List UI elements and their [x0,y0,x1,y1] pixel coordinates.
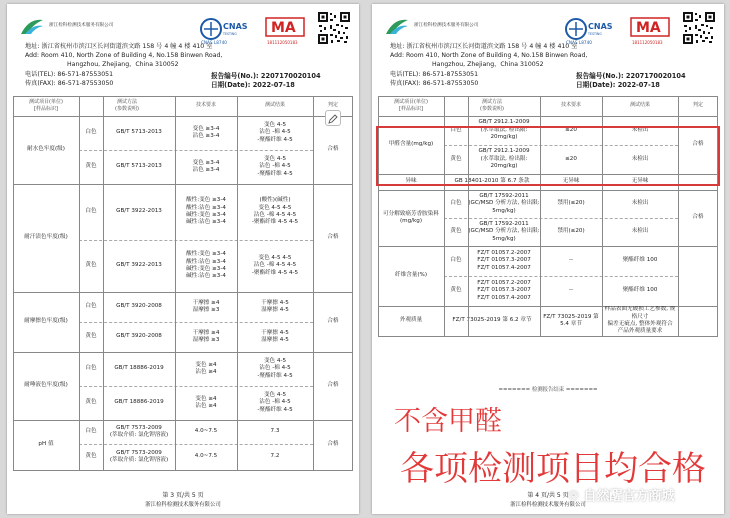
cma-code: 181112050183 [632,40,663,45]
requirement: 无异味 [562,178,580,185]
fax: 传真(FAX): 86-571-87553050 [390,80,479,87]
test-result: 变色 4-5 沾色 -棉 4-5 -聚酯纤维 4-5 [257,357,293,379]
col-header-item: 测试项目(单位) [样品标识] [29,98,63,112]
sample-color: 黄色 [85,163,97,170]
sample-color: 白色 [450,126,462,133]
sample-color: 黄色 [450,155,462,162]
test-method: GB/T 3920-2008 [116,333,162,340]
org-name: 浙江检科检测技术服务有限公司 [49,23,114,28]
qr-code-icon [682,11,716,45]
address-line-cn: 地址: 浙江省杭州市滨江区长河街道滨文路 158 号 4 幢 4 楼 410 室 [25,43,213,50]
test-method: FZ/T 01057.2-2007 FZ/T 01057.3-2007 FZ/T 01057.4-2007 [477,279,531,301]
test-method: FZ/T 01057.2-2007 FZ/T 01057.3-2007 FZ/T 01057.4-2007 [477,249,531,271]
test-method: GB/T 17592-2011 (GC/MSD 分析方法, 检出限: 5mg/kg) [468,220,540,242]
sample-color: 黄色 [85,333,97,340]
address-line-en: Add: Room 410, North Zone of Building 4, No.158 Binwen Road, [390,52,588,59]
report-page-3 [7,4,359,514]
test-result: 变色 4-5 沾色 -棉 4-5 -聚酯纤维 4-5 [257,155,293,177]
report-date: 日期(Date): 2022-07-18 [211,81,295,89]
col-header-result: 测试结果 [264,102,285,109]
col-header-method: 测试方法 (参数说明) [115,98,139,112]
test-result: 干摩擦 4-5 湿摩擦 4-5 [261,329,289,343]
table-rule [237,96,238,470]
page-number: 第 3 页/共 5 页 [162,492,204,499]
test-result: 7.3 [270,428,280,435]
table-rule [13,96,353,97]
table-rule [175,96,176,470]
test-result: 聚酯纤维 100 [622,257,658,264]
judgement: 合格 [692,214,704,221]
test-item: 甲醛含量(mg/kg) [388,141,434,148]
requirement: -- [568,257,574,264]
col-header-item: 测试项目(单位) [样品标识] [394,98,428,112]
test-method: GB/T 3920-2008 [116,303,162,310]
col-header-judge: 判定 [327,102,338,109]
test-result: 聚酯纤维 100 [622,287,658,294]
requirement: ≤20 [565,126,577,133]
table-rule [378,96,718,97]
sample-color: 白色 [85,208,97,215]
judgement: 合格 [327,146,339,153]
test-method: GB/T 3922-2013 [116,208,162,215]
sample-color: 白色 [450,257,462,264]
sample-color: 黄色 [450,287,462,294]
page-number: 第 4 页/共 5 页 [527,492,569,499]
test-method: GB/T 3922-2013 [116,262,162,269]
col-header-result: 测试结果 [629,102,650,109]
test-item: 异味 [405,178,417,185]
test-result: 无异味 [631,178,649,185]
cma-mark-icon [265,16,307,46]
report-date: 日期(Date): 2022-07-18 [576,81,660,89]
requirement: 酸性:变色 ≥3-4 酸性:沾色 ≥3-4 碱性:变色 ≥3-4 碱性:沾色 ≥3-4 [186,197,226,226]
table-rule [352,96,353,470]
sample-color: 黄色 [85,399,97,406]
test-method: GB/T 17592-2011 (GC/MSD 分析方法, 检出限: 5mg/kg) [468,192,540,214]
judgement: 合格 [327,382,339,389]
test-method: GB 18401-2010 第 6.7 条款 [454,178,530,185]
address-line-en: Add: Room 410, North Zone of Building 4, No.158 Binwen Road, [25,52,223,59]
col-header-judge: 判定 [692,102,703,109]
cnas-label: CNAS [223,22,248,31]
cnas-label: CNAS [588,22,613,31]
fax: 传真(FAX): 86-571-87553050 [25,80,114,87]
test-item: pH 值 [38,441,54,448]
test-item: 耐汗渍色牢度(级) [24,234,68,241]
org-logo-icon [384,16,410,36]
requirement: 4.0~7.5 [194,428,218,435]
test-method: GB/T 18886-2019 [114,365,164,372]
edit-pencil-icon[interactable] [325,110,341,126]
judgement: 合格 [692,141,704,148]
tel: 电话(TEL): 86-571-87553051 [25,71,114,78]
tel: 电话(TEL): 86-571-87553051 [390,71,479,78]
report-page-4 [372,4,724,514]
requirement: -- [568,287,574,294]
table-rule [103,96,104,470]
judgement: 合格 [327,441,339,448]
sample-color: 黄色 [85,453,97,460]
test-result: 未检出 [631,200,649,207]
test-item: 外观质量 [399,317,423,324]
address-line-cn: 地址: 浙江省杭州市滨江区长河街道滨文路 158 号 4 幢 4 楼 410 室 [390,43,578,50]
test-result: 变色 4-5 沾色 -棉 4-5 -聚酯纤维 4-5 [257,121,293,143]
test-item: 纤维含量(%) [394,272,428,279]
test-result: 样品表面无破损工艺参数, 规格尺寸 偏差无疵点, 整体外观符合 产品外观质量要求 [604,306,676,335]
address-line-city: Hangzhou, Zhejiang，China 310052 [67,61,179,68]
requirement: 干摩擦 ≥4 湿摩擦 ≥3 [192,299,220,313]
table-rule [13,96,14,470]
test-result-table [13,96,353,476]
requirement: FZ/T 73025-2019 第 5.4 章节 [543,313,599,327]
requirement: 变色 ≥3-4 沾色 ≥3-4 [192,125,220,139]
report-number: 报告编号(No.): 2207170020104 [211,72,321,80]
cma-code: 181112050183 [267,40,298,45]
overlay-no-formaldehyde: 不含甲醛 [394,406,502,437]
test-item: 耐唾液色牢度(级) [24,382,68,389]
test-result: 未检出 [631,126,649,133]
requirement: 变色 ≥4 沾色 ≥4 [195,361,217,375]
col-header-method: 测试方法 (参数说明) [480,98,504,112]
sample-color: 黄色 [85,262,97,269]
watermark-text: 自然醒官方商城 [583,489,675,504]
requirement: 变色 ≥3-4 沾色 ≥3-4 [192,159,220,173]
svg-text:TESTING: TESTING [223,32,237,36]
report-number: 报告编号(No.): 2207170020104 [576,72,686,80]
footer-org: 浙江检科检测技术服务有限公司 [145,502,221,508]
test-method: GB/T 7573-2009 (萃取介质: 氯化钾溶液) [109,449,169,463]
requirement: 禁用(≤20) [557,228,585,235]
qr-code-icon [317,11,351,45]
judgement: 合格 [327,318,339,325]
requirement: 4.0~7.5 [194,453,218,460]
test-result: 变色 4-5 4-5 沾色 -棉 4-5 4-5 -聚酯纤维 4-5 4-5 [251,254,299,276]
requirement: 变色 ≥4 沾色 ≥4 [195,395,217,409]
cma-mark-icon [630,16,672,46]
test-result: 未检出 [631,155,649,162]
svg-text:TESTING: TESTING [588,32,602,36]
test-item: 可分解致癌芳香胺染料(mg/kg) [383,210,439,224]
table-rule [13,470,353,471]
test-item: 耐水色牢度(级) [27,146,65,153]
col-header-requirement: 技术要求 [560,102,581,109]
requirement: ≤20 [565,155,577,162]
address-line-city: Hangzhou, Zhejiang，China 310052 [432,61,544,68]
test-result: 7.2 [270,453,280,460]
requirement: 酸性:变色 ≥3-4 酸性:沾色 ≥3-4 碱性:变色 ≥3-4 碱性:沾色 ≥3-4 [186,251,226,280]
test-method: FZ/T 73025-2019 第 6.2 章节 [452,317,532,324]
test-method: GB/T 2912.1-2009 (水萃取法, 检出限: 20mg/kg) [478,119,530,141]
test-result: 未检出 [631,228,649,235]
test-result: (酸性)(碱性) 变色 4-5 4-5 沾色 -棉 4-5 4-5 -聚酯纤维 4-5 4-5 [251,197,299,226]
cma-label: MA [271,20,296,36]
col-header-requirement: 技术要求 [195,102,216,109]
table-rule [378,336,718,337]
test-item: 耐摩擦色牢度(级) [24,318,68,325]
watermark-chat-icon: ❁ [568,489,579,504]
sample-color: 白色 [450,200,462,207]
shop-watermark [568,485,674,504]
cnas-code: CNAS L8740 [566,40,592,45]
cnas-code: CNAS L8740 [201,40,227,45]
test-method: GB/T 2912.1-2009 (水萃取法, 检出限: 20mg/kg) [478,148,530,170]
table-rule [79,96,80,470]
org-name: 浙江检科检测技术服务有限公司 [414,23,479,28]
judgement: 合格 [327,234,339,241]
report-end-line: ======= 检测报告结束 ======= [498,387,598,393]
sample-color: 白色 [85,365,97,372]
test-method: GB/T 5713-2013 [116,129,162,136]
sample-color: 白色 [85,303,97,310]
table-rule [313,96,314,470]
footer-org: 浙江检科检测技术服务有限公司 [510,502,586,508]
test-result: 干摩擦 4-5 湿摩擦 4-5 [261,299,289,313]
sample-color: 白色 [85,129,97,136]
formaldehyde-highlight-box [376,126,720,186]
org-logo-icon [19,16,45,36]
test-method: GB/T 5713-2013 [116,163,162,170]
requirement: 干摩擦 ≥4 湿摩擦 ≥3 [192,329,220,343]
requirement: 禁用(≤20) [557,200,585,207]
overlay-all-qualified: 各项检测项目均合格 [400,449,706,489]
test-method: GB/T 18886-2019 [114,399,164,406]
sample-color: 白色 [85,428,97,435]
cma-label: MA [636,20,661,36]
test-method: GB/T 7573-2009 (萃取介质: 氯化钾溶液) [109,424,169,438]
sample-color: 黄色 [450,228,462,235]
test-result: 变色 4-5 沾色 -棉 4-5 -聚酯纤维 4-5 [257,391,293,413]
